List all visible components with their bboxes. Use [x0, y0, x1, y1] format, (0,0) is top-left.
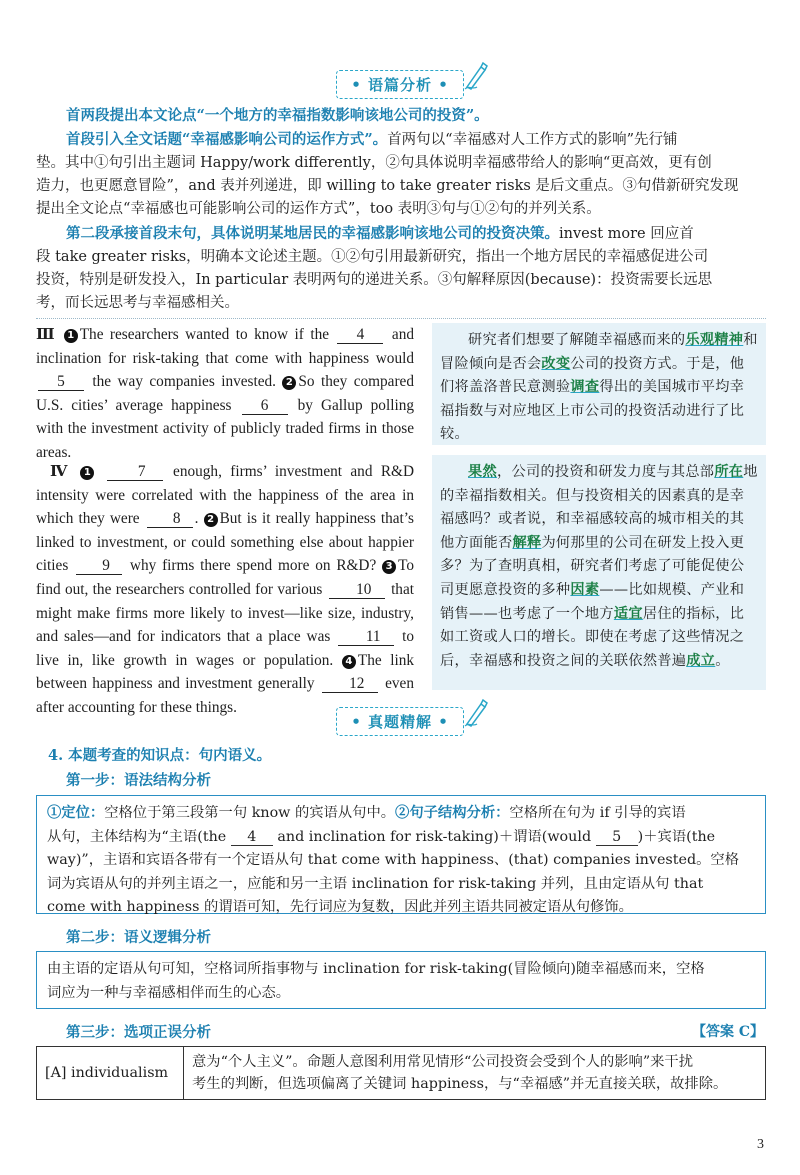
trans-t2f: 。: [715, 652, 730, 669]
sentence-number: 2: [282, 376, 296, 390]
discourse-badge: [336, 70, 464, 99]
pen-icon: [463, 61, 489, 91]
step2-line1: 由主语的定语从句可知，空格词所指事物与 inclination for risk-taking(冒险倾向)随幸福感而来，空格: [47, 961, 705, 977]
para3-s2a: So they compared U.S. cities’ average happiness: [36, 373, 415, 414]
para2-lead: 第二段承接首段末句，具体说明某地居民的幸福感影响该地公司的投资决策。: [66, 225, 559, 242]
keyword: 改变: [541, 355, 571, 372]
discourse-summary: [66, 104, 766, 128]
para4-s1b: .: [194, 510, 199, 528]
analysis-badge: [336, 707, 464, 736]
sentence-number: 4: [342, 655, 356, 669]
sentence-number: 1: [64, 329, 78, 343]
blank-9: 9: [76, 558, 122, 575]
para1-lead: 首段引入全文话题“幸福感影响公司的运作方式”。: [66, 131, 388, 148]
para3-s2b: by Gallup polling with the investment activity of publicly traded firms in those areas.: [36, 396, 414, 461]
step1-l2c: )＋宾语(the: [637, 828, 716, 845]
keyword: 解释: [512, 534, 542, 551]
para3-roman: Ⅲ: [36, 325, 58, 343]
para2-text-1: invest more 回应首: [559, 226, 694, 242]
para4-s2b: why firms there spend more on R&D?: [129, 557, 377, 575]
sentence-number: 2: [204, 513, 218, 527]
keyword: 因素: [570, 581, 600, 598]
structure-label: ②句子结构分析：: [395, 805, 510, 821]
para4-s3c: to live in, like growth in wages or population.: [36, 628, 415, 669]
blank-10: 10: [329, 582, 385, 599]
trans-t2c: 为何那里的公司在研发上投入更多？为了查明真相，研究者们考虑了可能促使公司更愿意投资的多种: [440, 534, 745, 598]
blank-5: 5: [38, 374, 84, 391]
para3-s1b: and inclination for risk-taking that come with happiness would: [36, 326, 415, 367]
step2-title-text: 第二步：语义逻辑分析: [66, 929, 211, 946]
para4-s3b: that might make firms more likely to invest—like size, industry, and sales—and for indicators that a place was: [36, 580, 415, 646]
para1-text-1: 首两句以“幸福感对人工作方式的影响”先行铺: [387, 132, 678, 148]
step1-title-text: 第一步：语法结构分析: [66, 772, 211, 789]
keyword: 适宜: [613, 605, 643, 622]
blank-8: 8: [147, 511, 193, 528]
analysis-title: • 真题精解 •: [351, 713, 449, 731]
trans-t1c: 公司的投资方式。于是，他们将盖洛普民意测验: [440, 355, 745, 396]
option-table: [36, 1046, 766, 1100]
trans-t1a: 研究者们想要了解随幸福感而来的: [468, 332, 686, 348]
step1-l2b: and inclination for risk-taking)＋谓语(would: [277, 828, 592, 845]
para4-s2a: But is it really happiness that’s linked to investment, or could something else about happier cities: [36, 510, 415, 575]
option-a-line2: 考生的判断，但选项偏离了关键词 happiness，与“幸福感”并无直接关联，故排除。: [192, 1076, 728, 1092]
step2-line2: 词应为一种与幸福感相伴而生的心态。: [47, 984, 291, 1001]
locate-label: ①定位：: [47, 805, 105, 821]
step1-line1: [47, 802, 755, 826]
blank-4: 4: [337, 327, 383, 344]
question-title-text: 4. 本题考查的知识点：句内语义。: [48, 747, 272, 764]
keyword: 乐观精神: [685, 332, 744, 348]
trans-t2d: ——比如规模、产业和销售——也考虑了一个地方: [440, 581, 745, 622]
question-title: [48, 744, 778, 768]
step1-l2a: 从句，主体结构为“主语(the: [47, 828, 227, 845]
keyword: 成立: [686, 652, 716, 669]
step2-title: [66, 926, 211, 947]
step1-line5: come with happiness 的谓语可知，先行词应为复数，因此并列主语共同被定语从句修饰。: [47, 899, 633, 916]
option-explain-cell: [184, 1047, 766, 1100]
discourse-para2: [36, 222, 766, 315]
blank-5-ref: 5: [596, 830, 638, 846]
trans-t2a: ，公司的投资和研发力度与其总部: [496, 464, 715, 480]
step1-title: [66, 769, 211, 790]
trans-t2e: 居住的指标，比如工资或人口的增长。即使在考虑了这些情况之后，幸福感和投资之间的关联依然普遍: [440, 605, 745, 669]
step2-box: [36, 951, 766, 1009]
step1-l1b: 空格位于第三段第一句 know 的宾语从句中。: [104, 805, 396, 821]
blank-6: 6: [242, 398, 288, 415]
para4-roman: Ⅳ: [50, 462, 72, 480]
keyword: 所在: [714, 464, 744, 480]
translation-para3: [432, 323, 766, 445]
analysis-header: [0, 707, 800, 736]
keyword: 调查: [570, 379, 600, 396]
trans-t1b: 和冒险倾向是否会: [440, 332, 758, 372]
blank-12: 12: [322, 676, 378, 693]
para4-s3a: To find out, the researchers controlled for various: [36, 557, 415, 598]
keyword: 果然: [468, 464, 497, 480]
summary-text: 首两段提出本文论点“一个地方的幸福指数影响该地公司的投资”。: [66, 107, 489, 124]
para1-line4: 提出全文论点“幸福感也可能影响公司的运作方式”，too 表明③句与①②句的并列关系。: [36, 201, 601, 217]
discourse-para1: [36, 128, 766, 221]
discourse-title: • 语篇分析 •: [351, 76, 449, 94]
option-label-cell: [37, 1047, 184, 1100]
translation-para4: [432, 455, 766, 690]
para1-line2: 垫。其中①句引出主题词 Happy/work differently，②句具体说明幸福感带给人的影响“更高效，更有创: [36, 155, 712, 171]
blank-7: 7: [107, 464, 163, 481]
option-row-a: [37, 1047, 766, 1100]
divider: [36, 318, 766, 319]
para2-line1: [36, 222, 766, 246]
option-a-label: [A] individualism: [45, 1065, 169, 1081]
option-a-line1: 意为“个人主义”。命题人意图利用常见情形“公司投资会受到个人的影响”来干扰: [192, 1054, 694, 1070]
blank-4-ref: 4: [231, 830, 273, 846]
step3-title: [66, 1021, 211, 1042]
para4-s4a: The link between happiness and investment generally: [36, 651, 415, 693]
discourse-header: [0, 70, 800, 99]
para3-s1a: The researchers wanted to know if the: [79, 326, 330, 343]
para1-line3: 造力，也更愿意冒险”，and 表并列递进，即 willing to take greater risks 是后文重点。③句借新研究发现: [36, 178, 739, 194]
pen-icon: [463, 698, 489, 728]
passage-para4: [36, 460, 414, 720]
step1-l1d: 空格所在句为 if 引导的宾语: [509, 805, 686, 821]
step1-line4: 词为宾语从句的并列主语之一，应能和另一主语 inclination for risk-taking 并列，且由定语从句 that: [47, 875, 704, 892]
step1-line3: way)”，主语和宾语各带有一个定语从句 that come with happiness、(that) companies invested。空格: [47, 852, 740, 869]
passage-para3: [36, 323, 414, 465]
sentence-number: 1: [80, 466, 94, 480]
blank-11: 11: [338, 629, 394, 646]
para2-line4: 考，而长远思考与幸福感相关。: [36, 295, 239, 311]
para4-s1a: enough, firms’ investment and R&D intensity were correlated with the happiness of the area in which they were: [36, 463, 415, 528]
para2-line2: 段 take greater risks，明确本文论述主题。①②句引用最新研究，指出一个地方居民的幸福感促进公司: [36, 249, 709, 265]
answer-badge: 【答案 C】: [691, 1024, 764, 1040]
step1-line2: [47, 826, 755, 850]
para1-line1: [36, 128, 766, 152]
para4-s4b: even after accounting for these things.: [36, 675, 414, 716]
step1-box: [36, 795, 766, 914]
para3-s1c: the way companies invested.: [92, 373, 276, 391]
para2-line3: 投资，特别是研发投入，In particular 表明两句的递进关系。③句解释原因(because)：投资需要长远思: [36, 272, 713, 288]
page-number: 3: [757, 1137, 764, 1152]
trans-t2b: 地的幸福指数相关。但与投资相关的因素真的是幸福感吗？或者说，和幸福感较高的城市相关的其他方面能否: [440, 464, 758, 551]
step3-title-text: 第三步：选项正误分析: [66, 1024, 211, 1041]
sentence-number: 3: [382, 560, 396, 574]
trans-t1d: 得出的美国城市平均幸福指数与对应地区上市公司的投资活动进行了比较。: [440, 379, 745, 443]
